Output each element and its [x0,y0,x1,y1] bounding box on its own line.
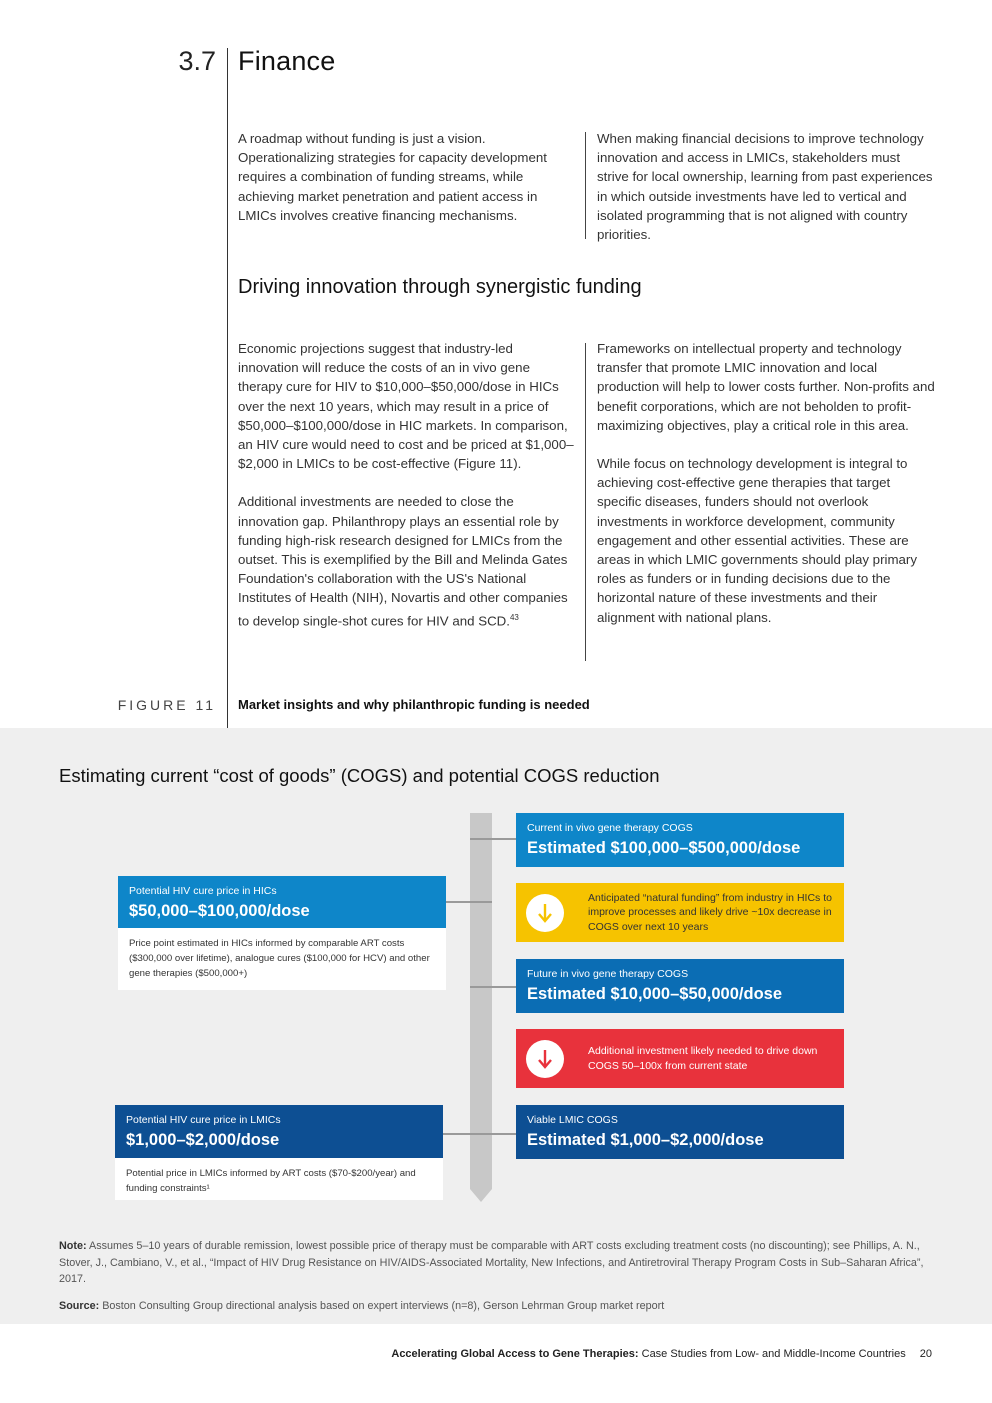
lmic-price-label: Potential HIV cure price in LMICs [126,1114,281,1126]
hic-price-note: Price point estimated in HICs informed by comparable ART costs ($300,000 over lifetime), analogue cures ($100,000 for HCV) and other gene therapies ($500,000+) [118,928,446,990]
down-arrow-icon [526,894,564,932]
intro-right-paragraph: When making financial decisions to improve technology innovation and access in LMICs, stakeholders must strive for local ownership, learning from past experiences in which outside investments have led to vertical and isolated programming that is not aligned with country priorities. [597,131,933,243]
future-cogs-box [516,959,844,1013]
footer-title-bold: Accelerating Global Access to Gene Therapies: [391,1348,639,1360]
viable-lmic-cogs-label: Viable LMIC COGS [527,1114,618,1126]
footer-text [391,1346,932,1362]
figure-panel-title: Estimating current “cost of goods” (COGS) and potential COGS reduction [59,765,660,786]
page-number: 20 [919,1348,932,1360]
column-divider-2 [585,343,586,661]
body-left-paragraph-2-text: Additional investments are needed to close the innovation gap. Philanthropy plays an essential role by funding high-risk research designed for LMICs from the outset. This is exemplified by the Bill and Melinda Gates Foundation's collaboration with the US's National Institutes of Health (NIH), Novartis and other companies to develop single-shot cures for HIV and SCD. [238,494,568,629]
connector-tick [443,1133,516,1135]
future-cogs-value: Estimated $10,000–$50,000/dose [527,985,783,1003]
note-label: Note: [59,1240,87,1252]
natural-funding-text: Anticipated “natural funding” from industry in HICs to improve processes and likely drive ~10x decrease in COGS over next 10 years [588,891,832,933]
additional-investment-callout [516,1029,844,1088]
axis-arrow-icon [470,1189,492,1202]
body-right-paragraph-1: Frameworks on intellectual property and technology transfer that promote LMIC innovation and local production will help to lower costs further. Non-profits and benefit corporations, which are not beholden to profit-maximizing objectives, play a critical role in this area. [597,341,935,433]
footer-title-rest: Case Studies from Low- and Middle-Income Countries [641,1348,906,1360]
future-cogs-label: Future in vivo gene therapy COGS [527,968,689,980]
lmic-price-box [115,1105,443,1158]
reference-43: 43 [509,612,519,622]
down-arrow-icon [526,1040,564,1078]
source-label: Source: [59,1300,100,1312]
body-left-column [238,339,576,630]
lmic-price-note: Potential price in LMICs informed by ART costs ($70-$200/year) and funding constraints¹ [115,1158,443,1200]
hic-price-box [118,876,446,928]
body-right-column [597,339,935,627]
viable-lmic-cogs-box [516,1105,844,1159]
hic-price-value: $50,000–$100,000/dose [129,902,310,920]
down-arrow-icon-svg [535,901,555,925]
hic-price-label: Potential HIV cure price in HICs [129,885,277,897]
connector-tick [470,986,516,988]
body-left-paragraph-1: Economic projections suggest that industry-led innovation will reduce the costs of an in vivo gene therapy cure for HIV to $10,000–$50,000/dose in HICs over the next 10 years, which may result in a price of $50,000–$100,000/dose in HIC markets. In comparison, an HIV cure would need to cost and be priced at $1,000–$2,000 in LMICs to be cost-effective (Figure 11). [238,341,574,472]
section-divider [227,48,228,728]
connector-tick [446,901,492,903]
current-cogs-box [516,813,844,867]
column-divider [585,132,586,239]
section-number: 3.7 [178,46,216,76]
current-cogs-label: Current in vivo gene therapy COGS [527,822,693,834]
viable-lmic-cogs-value: Estimated $1,000–$2,000/dose [527,1131,764,1149]
note-text: Assumes 5–10 years of durable remission, lowest possible price of therapy must be comparable with ART costs excluding treatment costs (no discounting); see Phillips, A. N., Stover, J., Cambiano, V., et al., “Impact of HIV Drug Resistance on HIV/AIDS-Associated Mortality, New Infections, and Antiretroviral Therapy Program Costs in Sub–Saharan Africa”, 2017. [59,1240,924,1285]
additional-investment-text: Additional investment likely needed to drive down COGS 50–100x from current state [588,1045,818,1072]
connector-tick [470,838,516,840]
down-arrow-icon-svg [535,1047,555,1071]
lmic-price-value: $1,000–$2,000/dose [126,1131,280,1149]
current-cogs-value: Estimated $100,000–$500,000/dose [527,839,801,857]
figure-note [59,1238,929,1288]
section-title: Finance [238,46,336,76]
page-footer [0,1324,992,1403]
figure-source [59,1298,929,1315]
figure-title: Market insights and why philanthropic funding is needed [238,697,590,712]
subheading: Driving innovation through synergistic funding [238,276,642,298]
intro-left-paragraph: A roadmap without funding is just a vision. Operationalizing strategies for capacity development requires a combination of funding streams, while achieving market penetration and patient access in LMICs involves creative financing mechanisms. [238,131,547,223]
natural-funding-callout [516,883,844,942]
body-left-paragraph-2 [238,492,576,630]
body-right-paragraph-2: While focus on technology development is integral to achieving cost-effective gene therapies that target specific diseases, funders should not overlook investments in workforce development, community engagement and other essential activities. These are areas in which LMIC governments should play primary roles as funders or in funding decisions due to the horizontal nature of these investments and their alignment with national plans. [597,456,918,625]
source-text: Boston Consulting Group directional analysis based on expert interviews (n=8), Gerson Lehrman Group market report [102,1300,665,1312]
figure-label: FIGURE 11 [117,697,216,713]
